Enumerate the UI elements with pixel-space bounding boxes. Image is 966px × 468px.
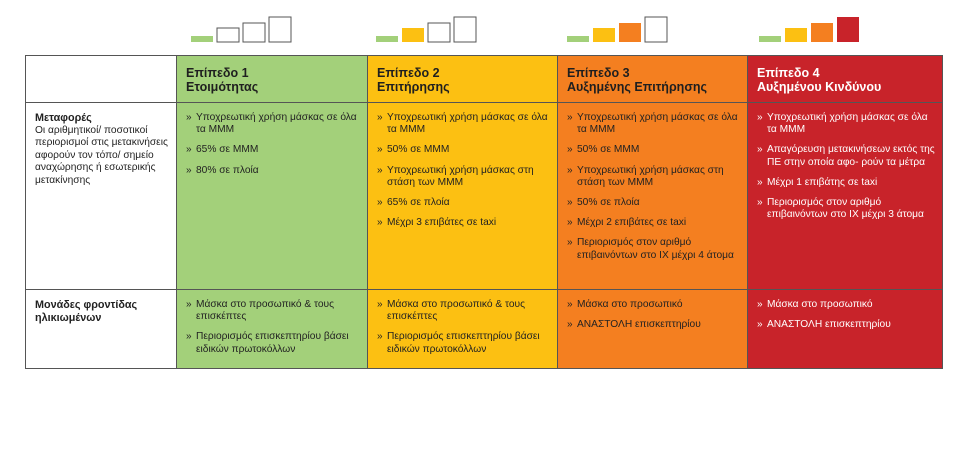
bullet-icon: » xyxy=(377,331,383,343)
bullet-icon: » xyxy=(567,237,573,249)
bullet-icon: » xyxy=(567,299,573,310)
list-item xyxy=(757,319,936,331)
list-item xyxy=(377,197,551,209)
list-item-text: Μάσκα στο προσωπικό & τους επισκέπτες xyxy=(196,299,335,323)
row-header-transport xyxy=(26,103,177,290)
list-item xyxy=(377,331,551,355)
cell-transport-level-1 xyxy=(177,103,368,290)
level-4-title: Επίπεδο 4 xyxy=(757,66,820,80)
list-item xyxy=(757,144,936,168)
list-item-text: Υποχρεωτική χρήση μάσκας σε όλα τα ΜΜΜ xyxy=(196,112,357,136)
level-3-title: Επίπεδο 3 xyxy=(567,66,630,80)
level-bar xyxy=(191,36,213,42)
level-1-indicator-icon xyxy=(190,16,300,44)
transport-row xyxy=(26,103,943,290)
bullet-icon: » xyxy=(186,144,192,156)
list-item xyxy=(757,299,936,311)
level-bar xyxy=(376,36,398,42)
level-3-indicator-icon xyxy=(566,16,676,44)
cell-elderly-level-1 xyxy=(177,290,368,369)
list-item-text: 65% σε ΜΜΜ xyxy=(196,144,259,156)
bullet-icon: » xyxy=(757,176,763,188)
list-item-text: Περιορισμός επισκεπτηρίου βάσει ειδικών πρωτοκόλλων xyxy=(387,331,540,355)
list-item xyxy=(186,331,361,355)
header-row xyxy=(26,56,943,103)
bullet-icon: » xyxy=(757,299,763,310)
list-item xyxy=(567,319,741,331)
bullet-icon: » xyxy=(567,319,573,331)
measures-table xyxy=(25,55,943,369)
list-item xyxy=(377,165,551,189)
list-item-text: Υποχρεωτική χρήση μάσκας σε όλα τα ΜΜΜ xyxy=(387,112,548,136)
level-2-title: Επίπεδο 2 xyxy=(377,66,440,80)
list-item xyxy=(567,197,741,209)
list-item xyxy=(186,165,361,177)
list-item xyxy=(567,112,741,136)
list-item-text: Μέχρι 1 επιβάτης σε taxi xyxy=(767,176,878,188)
level-bar xyxy=(785,28,807,42)
level-bar xyxy=(837,17,859,42)
level-1-title: Επίπεδο 1 xyxy=(186,66,249,80)
level-bar xyxy=(567,36,589,42)
cell-elderly-level-4 xyxy=(748,290,943,369)
level-2-indicator-icon xyxy=(375,16,485,44)
bullet-icon: » xyxy=(757,144,763,156)
list-item-text: Περιορισμός στον αριθμό επιβαινόντων στο ΙΧ μέχρι 4 άτομα xyxy=(577,237,734,261)
level-bar xyxy=(428,23,450,42)
list-item-text: Απαγόρευση μετακινήσεων εκτός της ΠΕ στην οποία αφο- ρούν τα μέτρα xyxy=(767,144,935,168)
bullet-icon: » xyxy=(377,112,383,123)
cell-elderly-level-3 xyxy=(558,290,748,369)
list-item xyxy=(377,144,551,156)
header-level-2 xyxy=(368,56,558,103)
bullet-icon: » xyxy=(377,217,383,229)
elderly-care-row xyxy=(26,290,943,369)
row-header-elderly-care xyxy=(26,290,177,369)
cell-transport-level-3 xyxy=(558,103,748,290)
list-item xyxy=(567,165,741,189)
list-item xyxy=(186,144,361,156)
list-item-text: Μάσκα στο προσωπικό xyxy=(577,299,683,310)
bullet-icon: » xyxy=(186,112,192,123)
level-3-subtitle: Αυξημένης Επιτήρησης xyxy=(567,80,708,94)
bullet-icon: » xyxy=(377,197,383,209)
bullet-icon: » xyxy=(567,217,573,229)
list-item xyxy=(757,177,936,189)
bullet-icon: » xyxy=(567,112,573,123)
level-4-subtitle: Αυξημένου Κινδύνου xyxy=(757,80,882,94)
list-item-text: Υποχρεωτική χρήση μάσκας σε όλα τα ΜΜΜ xyxy=(767,112,928,136)
bullet-icon: » xyxy=(757,112,763,123)
level-2-subtitle: Επιτήρησης xyxy=(377,80,450,94)
level-4-indicator-icon xyxy=(758,16,868,44)
list-item-text: 80% σε πλοία xyxy=(196,164,259,176)
list-item xyxy=(757,112,936,136)
level-bar xyxy=(269,17,291,42)
list-item xyxy=(186,112,361,136)
list-item xyxy=(757,197,936,221)
list-item-text: Μέχρι 2 επιβάτες σε taxi xyxy=(577,217,687,229)
level-bar xyxy=(619,23,641,42)
cell-transport-level-4 xyxy=(748,103,943,290)
list-item-text: 65% σε πλοία xyxy=(387,197,450,209)
list-item xyxy=(567,144,741,156)
list-item-text: Υποχρεωτική χρήση μάσκας στη στάση των ΜΜΜ xyxy=(387,164,534,188)
row-title: Μονάδες φροντίδας ηλικιωμένων xyxy=(35,299,138,324)
header-level-3 xyxy=(558,56,748,103)
level-indicators xyxy=(0,16,966,46)
list-item-text: ΑΝΑΣΤΟΛΗ επισκεπτηρίου xyxy=(577,319,701,331)
level-bar xyxy=(645,17,667,42)
list-item-text: 50% σε ΜΜΜ xyxy=(387,144,450,156)
cell-transport-level-2 xyxy=(368,103,558,290)
list-item-text: Μάσκα στο προσωπικό & τους επισκέπτες xyxy=(387,299,526,323)
bullet-icon: » xyxy=(757,197,763,209)
level-bar xyxy=(243,23,265,42)
list-item xyxy=(567,217,741,229)
row-title: Μεταφορές xyxy=(35,112,92,124)
level-bar xyxy=(593,28,615,42)
bullet-icon: » xyxy=(567,197,573,209)
header-empty-cell xyxy=(26,56,177,103)
list-item-text: ΑΝΑΣΤΟΛΗ επισκεπτηρίου xyxy=(767,319,891,331)
list-item xyxy=(377,112,551,136)
list-item xyxy=(186,299,361,323)
bullet-icon: » xyxy=(757,319,763,331)
list-item xyxy=(567,237,741,261)
level-bar xyxy=(454,17,476,42)
level-bar xyxy=(217,28,239,42)
bullet-icon: » xyxy=(567,164,573,176)
list-item-text: Μέχρι 3 επιβάτες σε taxi xyxy=(387,217,497,229)
bullet-icon: » xyxy=(186,331,192,343)
level-bar xyxy=(402,28,424,42)
list-item-text: Μάσκα στο προσωπικό xyxy=(767,299,873,310)
level-bar xyxy=(759,36,781,42)
level-bar xyxy=(811,23,833,42)
list-item-text: 50% σε ΜΜΜ xyxy=(577,144,640,156)
row-subtitle: Οι αριθμητικοί/ ποσοτικοί περιορισμοί στις μετακινήσεις αφορούν τον τόπο/ σημείο αναχώρησης ή εσωτερικής μετακίνησης xyxy=(35,124,168,186)
list-item-text: 50% σε πλοία xyxy=(577,197,640,209)
list-item-text: Υποχρεωτική χρήση μάσκας στη στάση των ΜΜΜ xyxy=(577,164,724,188)
list-item xyxy=(567,299,741,311)
header-level-1 xyxy=(177,56,368,103)
bullet-icon: » xyxy=(377,164,383,176)
bullet-icon: » xyxy=(377,144,383,156)
bullet-icon: » xyxy=(186,164,192,176)
list-item xyxy=(377,217,551,229)
level-1-subtitle: Ετοιμότητας xyxy=(186,80,259,94)
cell-elderly-level-2 xyxy=(368,290,558,369)
bullet-icon: » xyxy=(186,299,192,310)
bullet-icon: » xyxy=(567,144,573,156)
list-item xyxy=(377,299,551,323)
bullet-icon: » xyxy=(377,299,383,310)
list-item-text: Υποχρεωτική χρήση μάσκας σε όλα τα ΜΜΜ xyxy=(577,112,738,136)
list-item-text: Περιορισμός επισκεπτηρίου βάσει ειδικών πρωτοκόλλων xyxy=(196,331,349,355)
header-level-4 xyxy=(748,56,943,103)
list-item-text: Περιορισμός στον αριθμό επιβαινόντων στο ΙΧ μέχρι 3 άτομα xyxy=(767,197,924,221)
